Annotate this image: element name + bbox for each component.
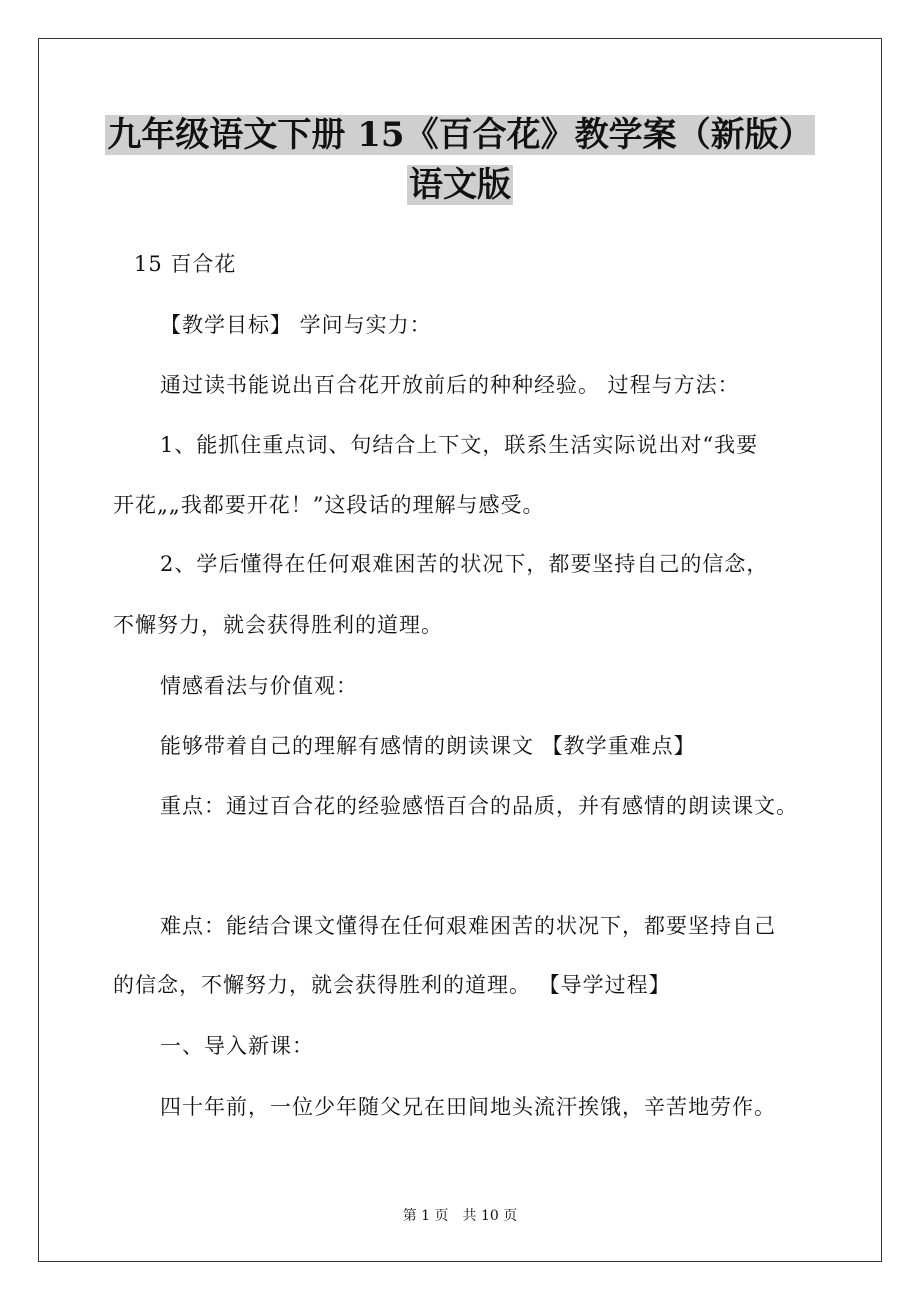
paragraph-line: 的信念，不懈努力，就会获得胜利的道理。 【导学过程】 [113, 973, 671, 997]
paragraph-line: 不懈努力，就会获得胜利的道理。 [113, 613, 443, 637]
document-title-line-2: 语文版 [409, 165, 511, 205]
paragraph-line: 一、导入新课： [160, 1034, 314, 1058]
page-footer: 第 1 页 共 10 页 [402, 1208, 518, 1224]
paragraph-line: 重点：通过百合花的经验感悟百合的品质，并有感情的朗读课文。 [160, 794, 798, 818]
paragraph-line: 【教学目标】 学问与实力： [160, 313, 432, 337]
paragraph-line: 难点：能结合课文懂得在任何艰难困苦的状况下，都要坚持自己 [160, 914, 776, 938]
paragraph-line: 1、能抓住重点词、句结合上下文，联系生活实际说出对“我要 [160, 433, 759, 457]
paragraph-line: 能够带着自己的理解有感情的朗读课文 【教学重难点】 [160, 734, 696, 758]
paragraph-line: 情感看法与价值观： [160, 674, 358, 698]
page-border [38, 38, 882, 1262]
paragraph-line: 通过读书能说出百合花开放前后的种种经验。 过程与方法： [160, 373, 740, 397]
lesson-heading: 15 百合花 [134, 252, 237, 276]
paragraph-line: 四十年前，一位少年随父兄在田间地头流汗挨饿，辛苦地劳作。 [160, 1095, 776, 1119]
paragraph-line: 2、学后懂得在任何艰难困苦的状况下，都要坚持自己的信念， [160, 552, 769, 576]
document-title-line-1: 九年级语文下册 15《百合花》教学案（新版） [107, 115, 813, 155]
paragraph-line: 开花„„我都要开花！”这段话的理解与感受。 [113, 493, 545, 517]
